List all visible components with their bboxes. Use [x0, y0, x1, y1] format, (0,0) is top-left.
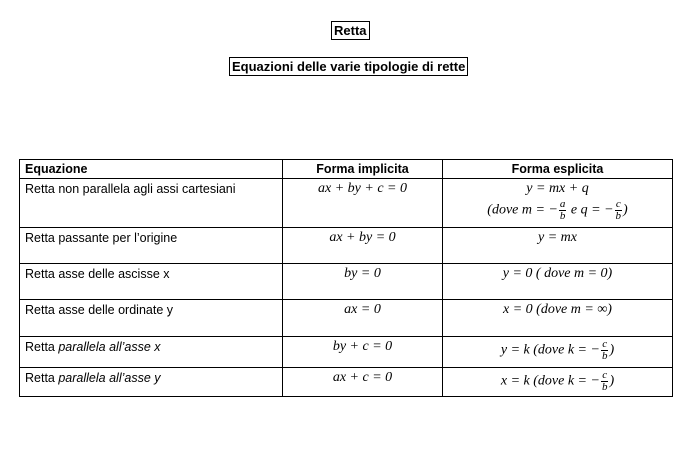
formula-text: ) [623, 202, 628, 218]
row-label: Retta asse delle ordinate y [20, 300, 283, 337]
fraction-numerator: c [602, 338, 608, 350]
formula-text: ) [609, 342, 615, 358]
fraction-denominator: b [601, 350, 608, 362]
row-label-italic: parallela all’asse y [58, 371, 161, 385]
table-row [20, 300, 673, 337]
explicit-form-line2 [448, 199, 667, 222]
formula-text: (dove m = − [487, 202, 558, 218]
row-label-text: Retta [25, 371, 59, 385]
fraction [559, 199, 567, 222]
table-row [20, 264, 673, 300]
row-label-text: Retta [25, 340, 59, 354]
fraction-denominator: b [559, 210, 566, 222]
formula-text: ) [609, 373, 615, 389]
explicit-form: y = 0 ( dove m = 0) [443, 264, 673, 300]
row-label-italic: parallela all’asse x [58, 340, 161, 354]
implicit-form: ax + by + c = 0 [283, 179, 443, 228]
fraction [601, 339, 609, 362]
row-label: Retta passante per l’origine [20, 228, 283, 264]
formula-text: x = k (dove k = − [500, 373, 600, 389]
explicit-form-line1: y = mx + q [526, 181, 589, 196]
table-row [20, 179, 673, 228]
table-row [20, 228, 673, 264]
fraction [615, 199, 623, 222]
implicit-form: by = 0 [283, 264, 443, 300]
fraction-numerator: c [615, 198, 621, 210]
row-label: Retta asse delle ascisse x [20, 264, 283, 300]
explicit-form: y = mx [443, 228, 673, 264]
equations-table [19, 159, 673, 397]
page-title: Retta [331, 21, 370, 40]
row-label [20, 368, 283, 397]
implicit-form: by + c = 0 [283, 337, 443, 368]
fraction-denominator: b [615, 210, 622, 222]
table-row [20, 368, 673, 397]
fraction-numerator: a [559, 198, 566, 210]
row-label [20, 337, 283, 368]
header-equazione: Equazione [20, 160, 283, 179]
header-forma-implicita: Forma implicita [283, 160, 443, 179]
fraction [601, 370, 609, 393]
formula-text: y = k (dove k = − [500, 342, 600, 358]
explicit-form [443, 337, 673, 368]
explicit-form [443, 179, 673, 228]
formula-text: e q = − [567, 202, 614, 218]
table-header-row [20, 160, 673, 179]
explicit-form: x = 0 (dove m = ∞) [443, 300, 673, 337]
implicit-form: ax + c = 0 [283, 368, 443, 397]
explicit-form [443, 368, 673, 397]
table-row [20, 337, 673, 368]
row-label: Retta non parallela agli assi cartesiani [20, 179, 283, 228]
implicit-form: ax + by = 0 [283, 228, 443, 264]
page-subtitle: Equazioni delle varie tipologie di rette [229, 57, 468, 76]
fraction-denominator: b [601, 381, 608, 393]
fraction-numerator: c [602, 369, 608, 381]
header-forma-esplicita: Forma esplicita [443, 160, 673, 179]
implicit-form: ax = 0 [283, 300, 443, 337]
